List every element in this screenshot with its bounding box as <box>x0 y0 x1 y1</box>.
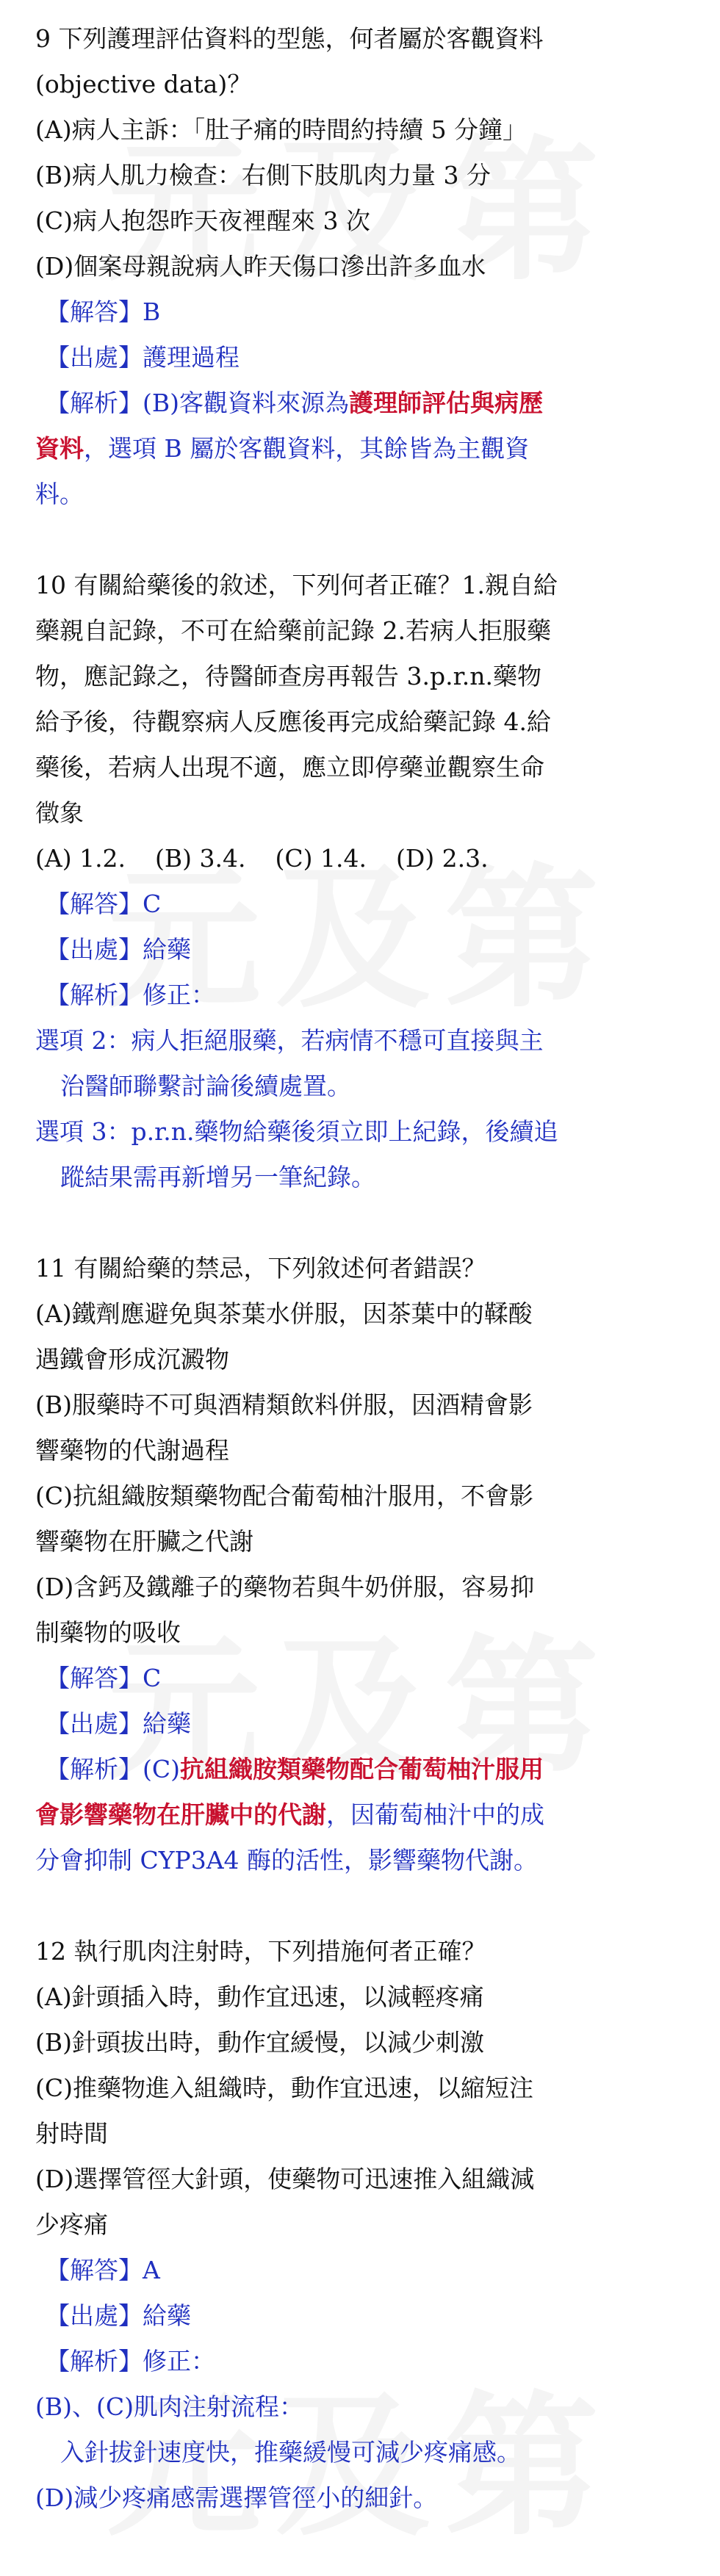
option-b: (B)針頭拔出時，動作宜緩慢，以減少刺激 <box>35 2028 484 2057</box>
explanation-note: 入針拔針速度快，推藥緩慢可減少疼痛感。 <box>60 2438 521 2467</box>
option-d: (D) 2.3. <box>395 844 489 873</box>
option-a: (A) 1.2. <box>35 844 126 873</box>
explanation-text: ，因葡萄柚汁中的成 <box>326 1800 544 1829</box>
explanation-text: 料。 <box>35 480 84 508</box>
source-line <box>35 335 691 380</box>
answer-value: B <box>143 297 161 326</box>
source-label: 【出處】 <box>46 343 143 372</box>
option-d: (D)個案母親說病人昨天傷口滲出許多血水 <box>35 252 486 281</box>
answer-line <box>35 2248 691 2293</box>
explanation-text: 分會抑制 CYP3A4 酶的活性，影響藥物代謝。 <box>35 1846 539 1875</box>
question-stem: 藥後，若病人出現不適，應立即停藥並觀察生命 <box>35 753 544 782</box>
question-stem: 徵象 <box>35 798 84 827</box>
question-11 <box>35 1246 691 1883</box>
source-value: 給藥 <box>143 2301 191 2330</box>
answer-line <box>35 1656 691 1701</box>
inline-options <box>35 836 691 881</box>
source-label: 【出處】 <box>46 935 143 964</box>
question-9 <box>35 16 691 517</box>
question-10 <box>35 563 691 1200</box>
option-c: (C) 1.4. <box>275 844 367 873</box>
explanation-highlight: 資料 <box>35 434 84 463</box>
explanation-line <box>35 1747 691 1792</box>
explanation-line <box>35 1792 691 1838</box>
answer-line <box>35 881 691 927</box>
option-c: (C)抗組織胺類藥物配合葡萄柚汁服用，不會影 <box>35 1482 533 1510</box>
question-stem: 9 下列護理評估資料的型態，何者屬於客觀資料 <box>35 24 544 53</box>
explanation-line <box>35 973 691 1018</box>
explanation-line <box>35 426 691 472</box>
option-b: (B) 3.4. <box>155 844 246 873</box>
explanation-label: 【解析】 <box>46 389 143 417</box>
explanation-note: 治醫師聯繫討論後續處置。 <box>60 1072 351 1100</box>
answer-label: 【解答】 <box>46 297 143 326</box>
question-stem: 11 有關給藥的禁忌，下列敘述何者錯誤？ <box>35 1254 486 1282</box>
answer-value: C <box>143 890 162 918</box>
option-a: (A)針頭插入時，動作宜迅速，以減輕疼痛 <box>35 1982 484 2011</box>
explanation-highlight: 抗組織胺類藥物配合葡萄柚汁服用 <box>180 1755 544 1783</box>
explanation-label: 【解析】 <box>46 981 143 1009</box>
option-d: (D)選擇管徑大針頭，使藥物可迅速推入組織減 <box>35 2165 535 2193</box>
answer-label: 【解答】 <box>46 890 143 918</box>
option-a: (A)鐵劑應避免與茶葉水併服，因茶葉中的鞣酸 <box>35 1299 533 1328</box>
source-value: 給藥 <box>143 1709 191 1738</box>
question-12 <box>35 1929 691 2521</box>
question-stem: 10 有關給藥後的敘述，下列何者正確？1.親自給 <box>35 571 558 599</box>
question-stem: 12 執行肌肉注射時，下列措施何者正確？ <box>35 1937 486 1966</box>
answer-line <box>35 289 691 335</box>
option-c: (C)推藥物進入組織時，動作宜迅速，以縮短注 <box>35 2074 533 2102</box>
answer-value: A <box>143 2256 160 2284</box>
explanation-label: 【解析】 <box>46 2347 143 2375</box>
source-label: 【出處】 <box>46 2301 143 2330</box>
explanation-note: (D)減少疼痛感需選擇管徑小的細針。 <box>35 2483 438 2512</box>
question-stem: (objective data)？ <box>35 70 252 98</box>
answer-label: 【解答】 <box>46 1664 143 1692</box>
question-stem: 物，應記錄之，待醫師查房再報告 3.p.r.n.藥物 <box>35 662 541 690</box>
option-d: (D)含鈣及鐵離子的藥物若與牛奶併服，容易抑 <box>35 1573 535 1601</box>
explanation-text: 修正： <box>143 981 215 1009</box>
explanation-note: (B)、(C)肌肉注射流程： <box>35 2392 303 2421</box>
explanation-line <box>35 1838 691 1883</box>
explanation-line <box>35 380 691 426</box>
option-b: (B)病人肌力檢查：右側下肢肌肉力量 3 分 <box>35 161 491 190</box>
question-stem: 藥親自記錄，不可在給藥前記錄 2.若病人拒服藥 <box>35 616 551 645</box>
option-d-cont: 少疼痛 <box>35 2210 108 2239</box>
source-line <box>35 2293 691 2339</box>
explanation-text: (B)客觀資料來源為 <box>143 389 349 417</box>
option-a-cont: 遇鐵會形成沉澱物 <box>35 1345 229 1374</box>
explanation-highlight: 會影響藥物在肝臟中的代謝 <box>35 1800 326 1829</box>
explanation-note: 選項 2：病人拒絕服藥，若病情不穩可直接與主 <box>35 1026 544 1055</box>
source-line <box>35 1701 691 1747</box>
option-d-cont: 制藥物的吸收 <box>35 1618 181 1647</box>
answer-value: C <box>143 1664 162 1692</box>
explanation-note: 蹤結果需再新增另一筆紀錄。 <box>60 1163 375 1191</box>
option-c-cont: 響藥物在肝臟之代謝 <box>35 1527 253 1556</box>
explanation-text: (C) <box>143 1755 180 1783</box>
explanation-highlight: 護理師評估與病歷 <box>349 389 543 417</box>
explanation-text: ，選項 B 屬於客觀資料，其餘皆為主觀資 <box>84 434 530 463</box>
source-line <box>35 927 691 973</box>
explanation-label: 【解析】 <box>46 1755 143 1783</box>
option-a: (A)病人主訴：「肚子痛的時間約持續 5 分鐘」 <box>35 115 528 144</box>
explanation-line <box>35 2339 691 2384</box>
explanation-note: 選項 3：p.r.n.藥物給藥後須立即上紀錄，後續追 <box>35 1117 558 1146</box>
explanation-line <box>35 472 691 517</box>
question-stem: 給予後，待觀察病人反應後再完成給藥記錄 4.給 <box>35 707 551 736</box>
explanation-text: 修正： <box>143 2347 215 2375</box>
option-b: (B)服藥時不可與酒精類飲料併服，因酒精會影 <box>35 1390 533 1419</box>
source-value: 給藥 <box>143 935 191 964</box>
option-c-cont: 射時間 <box>35 2119 108 2148</box>
source-value: 護理過程 <box>143 343 240 372</box>
answer-label: 【解答】 <box>46 2256 143 2284</box>
option-b-cont: 響藥物的代謝過程 <box>35 1436 229 1465</box>
source-label: 【出處】 <box>46 1709 143 1738</box>
option-c: (C)病人抱怨昨天夜裡醒來 3 次 <box>35 206 370 235</box>
